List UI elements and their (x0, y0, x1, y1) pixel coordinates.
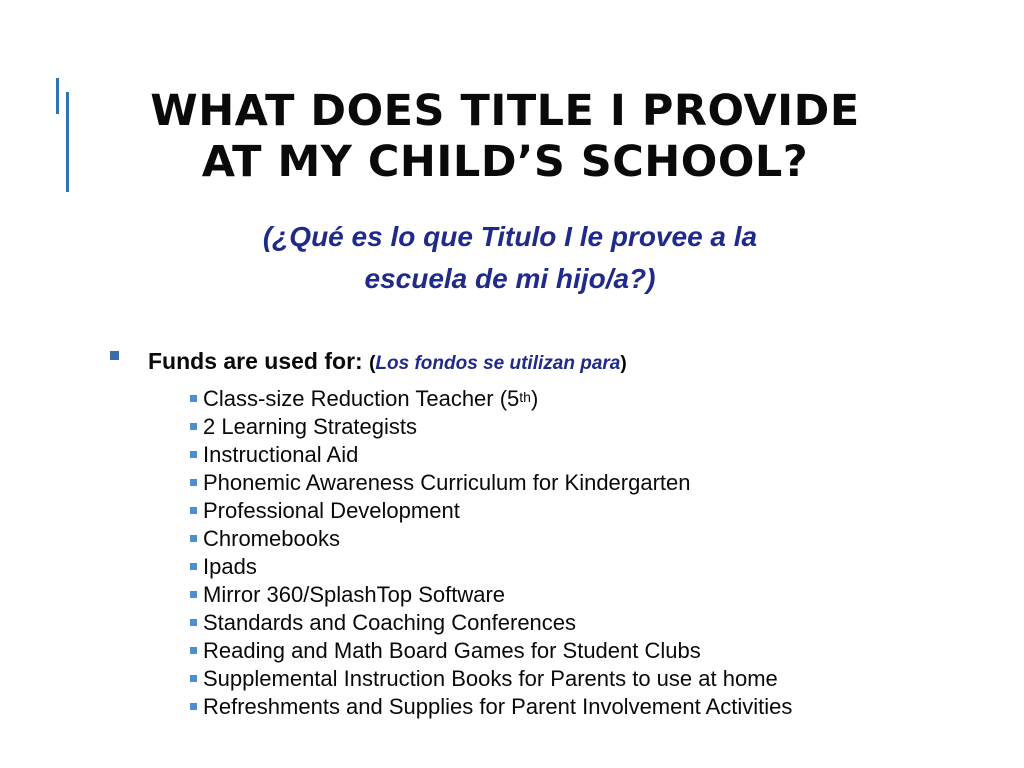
title-line-2: AT MY CHILD’S SCHOOL? (201, 137, 809, 187)
list-item (188, 609, 988, 637)
list-item-text: 2 Learning Strategists (203, 414, 418, 439)
list-item (188, 469, 988, 497)
square-bullet-icon (190, 451, 197, 458)
main-bullet-label: Funds are used for: (148, 348, 363, 374)
title-line-1: WHAT DOES TITLE I PROVIDE (150, 86, 860, 136)
slide-title (0, 86, 1010, 188)
square-bullet-icon (190, 535, 197, 542)
list-item-suffix: ) (530, 386, 539, 411)
list-item (188, 385, 988, 413)
list-item-text: Phonemic Awareness Curriculum for Kindergarten (203, 470, 691, 495)
list-item (188, 525, 988, 553)
list-item (188, 637, 988, 665)
square-bullet-icon (190, 675, 197, 682)
slide-subtitle (120, 216, 900, 300)
list-item-text: Chromebooks (203, 526, 340, 551)
square-bullet-icon (110, 351, 119, 360)
list-item-text: Class-size Reduction Teacher (5 (203, 386, 520, 411)
paren-open: ( (369, 353, 376, 374)
square-bullet-icon (190, 507, 197, 514)
list-item (188, 441, 988, 469)
list-item-text: Reading and Math Board Games for Student Clubs (203, 638, 701, 663)
subtitle-line-2: escuela de mi hijo/a?) (364, 263, 656, 294)
ordinal-superscript: th (519, 389, 531, 405)
list-item-text: Standards and Coaching Conferences (203, 610, 577, 635)
square-bullet-icon (190, 395, 197, 402)
main-bullet (108, 344, 988, 381)
spanish-translation: Los fondos se utilizan para (375, 353, 621, 374)
list-item (188, 553, 988, 581)
square-bullet-icon (190, 563, 197, 570)
square-bullet-icon (190, 479, 197, 486)
list-item-text: Ipads (203, 554, 257, 579)
square-bullet-icon (190, 647, 197, 654)
paren-close: ) (620, 353, 627, 374)
list-item-text: Instructional Aid (203, 442, 359, 467)
list-item-text: Professional Development (203, 498, 460, 523)
square-bullet-icon (190, 619, 197, 626)
square-bullet-icon (190, 423, 197, 430)
list-item (188, 665, 988, 693)
main-bullet-translation (369, 353, 627, 374)
square-bullet-icon (190, 591, 197, 598)
list-item (188, 693, 988, 721)
list-item (188, 497, 988, 525)
list-item (188, 413, 988, 441)
slide-content (108, 344, 988, 721)
list-item (188, 581, 988, 609)
funds-list (108, 385, 988, 721)
list-item-text: Refreshments and Supplies for Parent Involvement Activities (203, 694, 793, 719)
square-bullet-icon (190, 703, 197, 710)
subtitle-line-1: (¿Qué es lo que Titulo I le provee a la (262, 221, 758, 252)
list-item-text: Mirror 360/SplashTop Software (203, 582, 506, 607)
list-item-text: Supplemental Instruction Books for Parents to use at home (203, 666, 778, 691)
